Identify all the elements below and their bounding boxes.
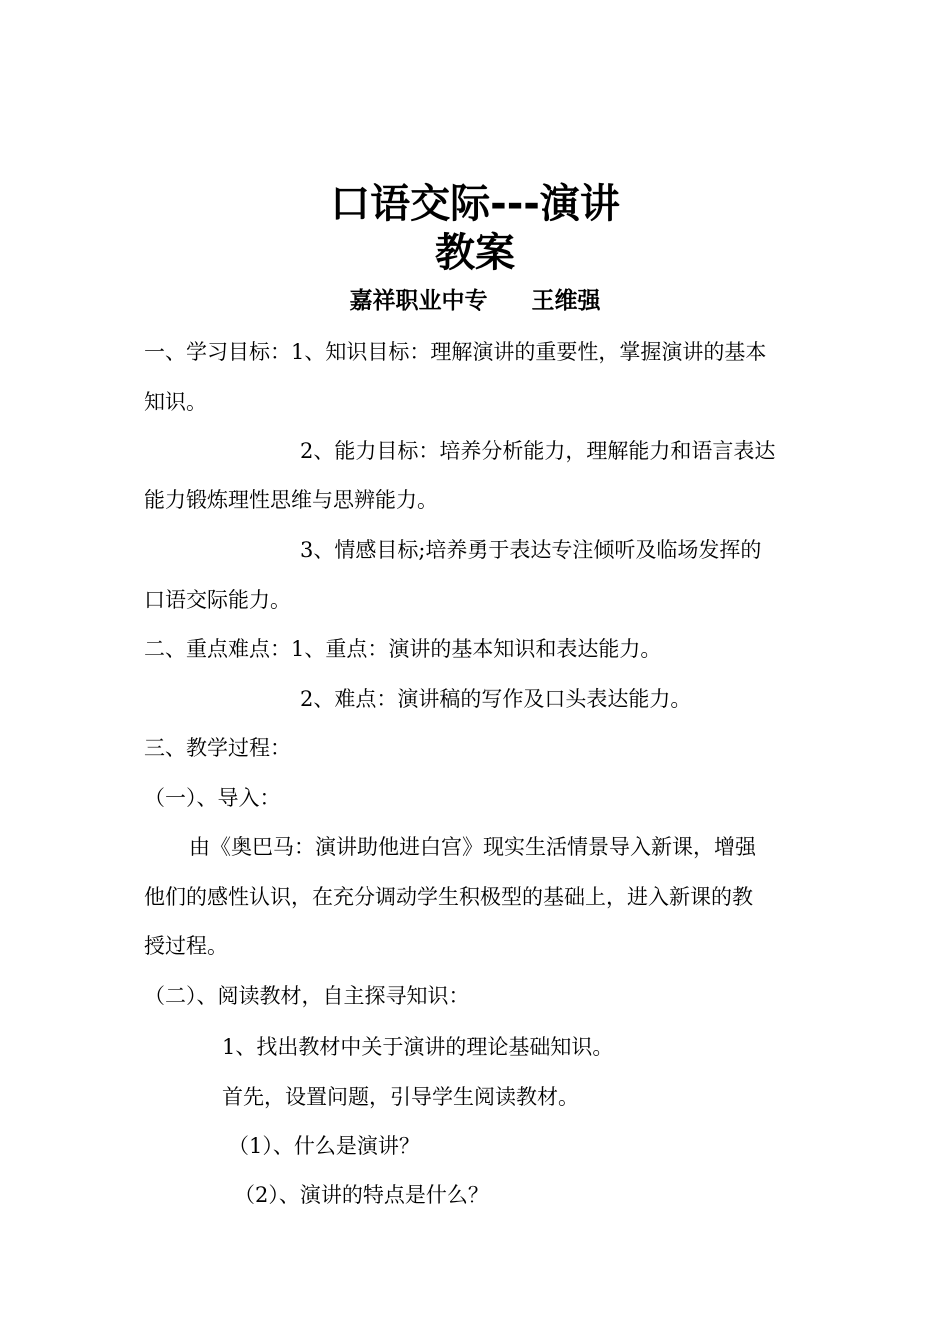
body-line-9: 三、教学过程：: [144, 736, 291, 760]
body-line-13: 授过程。: [144, 934, 228, 958]
body-line-15: 1、找出教材中关于演讲的理论基础知识。: [222, 1035, 614, 1059]
body-line-6: 口语交际能力。: [144, 588, 291, 612]
body-line-10: （一）、导入：: [144, 786, 281, 810]
body-line-4: 能力锻炼理性思维与思辨能力。: [144, 488, 438, 512]
document-title-line-2: 教案: [435, 230, 515, 276]
body-line-16: 首先，设置问题，引导学生阅读教材。: [222, 1085, 579, 1109]
body-line-14: （二）、阅读教材，自主探寻知识：: [144, 984, 470, 1008]
body-line-12: 他们的感性认识，在充分调动学生积极型的基础上，进入新课的教: [144, 885, 753, 909]
body-line-2: 知识。: [144, 390, 207, 414]
body-line-7: 二、重点难点：1、重点：演讲的基本知识和表达能力。: [144, 637, 662, 661]
body-line-3: 2、能力目标：培养分析能力，理解能力和语言表达: [300, 439, 776, 463]
body-line-18: （2）、演讲的特点是什么？: [234, 1183, 489, 1207]
document-title-line-1: 口语交际---演讲: [330, 181, 620, 227]
body-line-17: （1）、什么是演讲？: [228, 1134, 420, 1158]
body-line-1: 一、学习目标：1、知识目标：理解演讲的重要性，掌握演讲的基本: [144, 340, 767, 364]
author-line: [0, 286, 950, 316]
author-name: 王维强: [531, 288, 601, 314]
body-line-8: 2、难点：演讲稿的写作及口头表达能力。: [300, 687, 692, 711]
author-school: 嘉祥职业中专: [349, 288, 488, 314]
body-line-11: 由《奥巴马：演讲助他进白宫》现实生活情景导入新课，增强: [189, 835, 756, 859]
body-line-5: 3、情感目标;培养勇于表达专注倾听及临场发挥的: [300, 538, 762, 562]
